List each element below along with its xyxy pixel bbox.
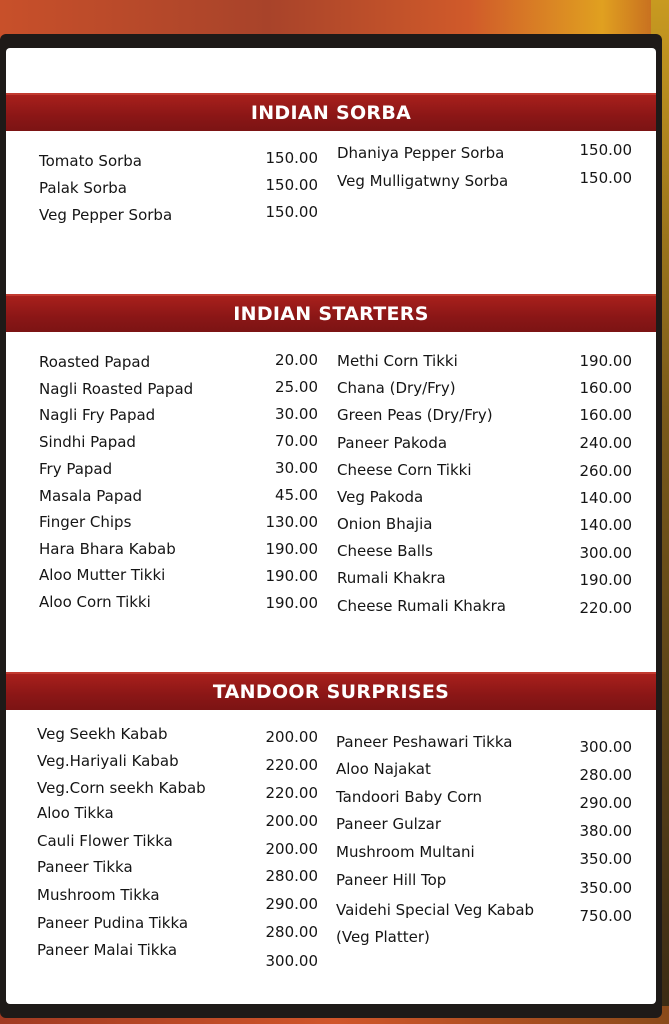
menu-item-name: Veg.Corn seekh Kabab <box>37 779 206 797</box>
menu-item-name: Chana (Dry/Fry) <box>337 379 456 397</box>
menu-item-name: (Veg Platter) <box>336 928 430 946</box>
menu-item-name: Tandoori Baby Corn <box>336 788 483 806</box>
menu-item-price: 70.00 <box>275 432 318 450</box>
menu-item-price: 190.00 <box>579 571 632 589</box>
menu-item-price: 190.00 <box>265 540 318 558</box>
menu-item-name: Nagli Fry Papad <box>39 406 156 424</box>
menu-item-price: 140.00 <box>579 516 632 534</box>
menu-item-name: Aloo Najakat <box>336 760 431 778</box>
menu-item-name: Paneer Hill Top <box>336 871 447 889</box>
menu-item-price: 25.00 <box>275 378 318 396</box>
menu-item-name: Paneer Pudina Tikka <box>37 914 189 932</box>
menu-item-price: 190.00 <box>265 594 318 612</box>
menu-item-price: 150.00 <box>265 203 318 221</box>
menu-item-price: 280.00 <box>265 923 318 941</box>
menu-item-price: 300.00 <box>579 544 632 562</box>
section-header-indian-sorba <box>6 93 656 131</box>
section-header-indian-starters <box>6 294 656 332</box>
menu-item-price: 150.00 <box>265 176 318 194</box>
menu-item-name: Paneer Malai Tikka <box>37 941 178 959</box>
menu-item-name: Hara Bhara Kabab <box>39 540 176 558</box>
menu-item-name: Aloo Mutter Tikki <box>39 566 166 584</box>
menu-item-name: Tomato Sorba <box>39 152 143 170</box>
menu-item-price: 130.00 <box>265 513 318 531</box>
section-title: INDIAN STARTERS <box>233 303 429 325</box>
menu-item-name: Sindhi Papad <box>39 433 136 451</box>
menu-item-name: Finger Chips <box>39 513 132 531</box>
menu-item-price: 280.00 <box>265 867 318 885</box>
menu-item-name: Fry Papad <box>39 460 113 478</box>
menu-item-name: Dhaniya Pepper Sorba <box>337 144 505 162</box>
menu-item-price: 30.00 <box>275 459 318 477</box>
menu-item-price: 350.00 <box>579 879 632 897</box>
menu-item-price: 45.00 <box>275 486 318 504</box>
menu-item-price: 190.00 <box>265 567 318 585</box>
menu-item-name: Cheese Corn Tikki <box>337 461 472 479</box>
menu-item-name: Green Peas (Dry/Fry) <box>337 406 493 424</box>
menu-item-price: 260.00 <box>579 462 632 480</box>
section-title: TANDOOR SURPRISES <box>212 681 450 703</box>
menu-item-price: 290.00 <box>265 895 318 913</box>
menu-item-name: Mushroom Tikka <box>37 886 160 904</box>
menu-item-name: Cheese Balls <box>337 542 433 560</box>
menu-item-name: Paneer Pakoda <box>337 434 448 452</box>
menu-item-price: 150.00 <box>265 149 318 167</box>
menu-item-price: 220.00 <box>265 756 318 774</box>
menu-item-name: Nagli Roasted Papad <box>39 380 194 398</box>
menu-item-price: 140.00 <box>579 489 632 507</box>
menu-item-name: Mushroom Multani <box>336 843 475 861</box>
menu-item-price: 160.00 <box>579 406 632 424</box>
menu-item-name: Veg Seekh Kabab <box>37 725 168 743</box>
menu-item-name: Masala Papad <box>39 487 143 505</box>
menu-item-price: 150.00 <box>579 169 632 187</box>
menu-item-price: 300.00 <box>265 952 318 970</box>
menu-item-name: Roasted Papad <box>39 353 151 371</box>
menu-item-price: 160.00 <box>579 379 632 397</box>
menu-item-price: 750.00 <box>579 907 632 925</box>
menu-item-name: Aloo Tikka <box>37 804 114 822</box>
section-title: INDIAN SORBA <box>250 102 412 124</box>
menu-item-name: Cauli Flower Tikka <box>37 832 173 850</box>
menu-item-name: Rumali Khakra <box>337 569 446 587</box>
menu-item-name: Paneer Tikka <box>37 858 133 876</box>
menu-item-name: Onion Bhajia <box>337 515 433 533</box>
menu-item-name: Methi Corn Tikki <box>337 352 458 370</box>
menu-item-name: Aloo Corn Tikki <box>39 593 151 611</box>
menu-item-price: 200.00 <box>265 840 318 858</box>
menu-item-price: 30.00 <box>275 405 318 423</box>
menu-item-name: Vaidehi Special Veg Kabab <box>336 901 535 919</box>
menu-item-price: 200.00 <box>265 728 318 746</box>
menu-item-price: 200.00 <box>265 812 318 830</box>
menu-item-price: 150.00 <box>579 141 632 159</box>
menu-item-name: Paneer Peshawari Tikka <box>336 733 513 751</box>
menu-item-name: Veg Mulligatwny Sorba <box>337 172 509 190</box>
menu-item-name: Cheese Rumali Khakra <box>337 597 506 615</box>
menu-item-price: 220.00 <box>265 784 318 802</box>
menu-item-name: Palak Sorba <box>39 179 127 197</box>
menu-item-price: 220.00 <box>579 599 632 617</box>
menu-item-price: 350.00 <box>579 850 632 868</box>
menu-item-name: Veg Pakoda <box>337 488 424 506</box>
menu-item-price: 190.00 <box>579 352 632 370</box>
menu-item-name: Paneer Gulzar <box>336 815 441 833</box>
menu-item-price: 300.00 <box>579 738 632 756</box>
menu-page <box>6 48 656 1004</box>
menu-item-price: 290.00 <box>579 794 632 812</box>
menu-item-name: Veg Pepper Sorba <box>39 206 173 224</box>
section-header-tandoor-surprises <box>6 672 656 710</box>
menu-item-price: 240.00 <box>579 434 632 452</box>
menu-item-price: 280.00 <box>579 766 632 784</box>
menu-item-price: 20.00 <box>275 351 318 369</box>
menu-item-price: 380.00 <box>579 822 632 840</box>
menu-item-name: Veg.Hariyali Kabab <box>37 752 179 770</box>
